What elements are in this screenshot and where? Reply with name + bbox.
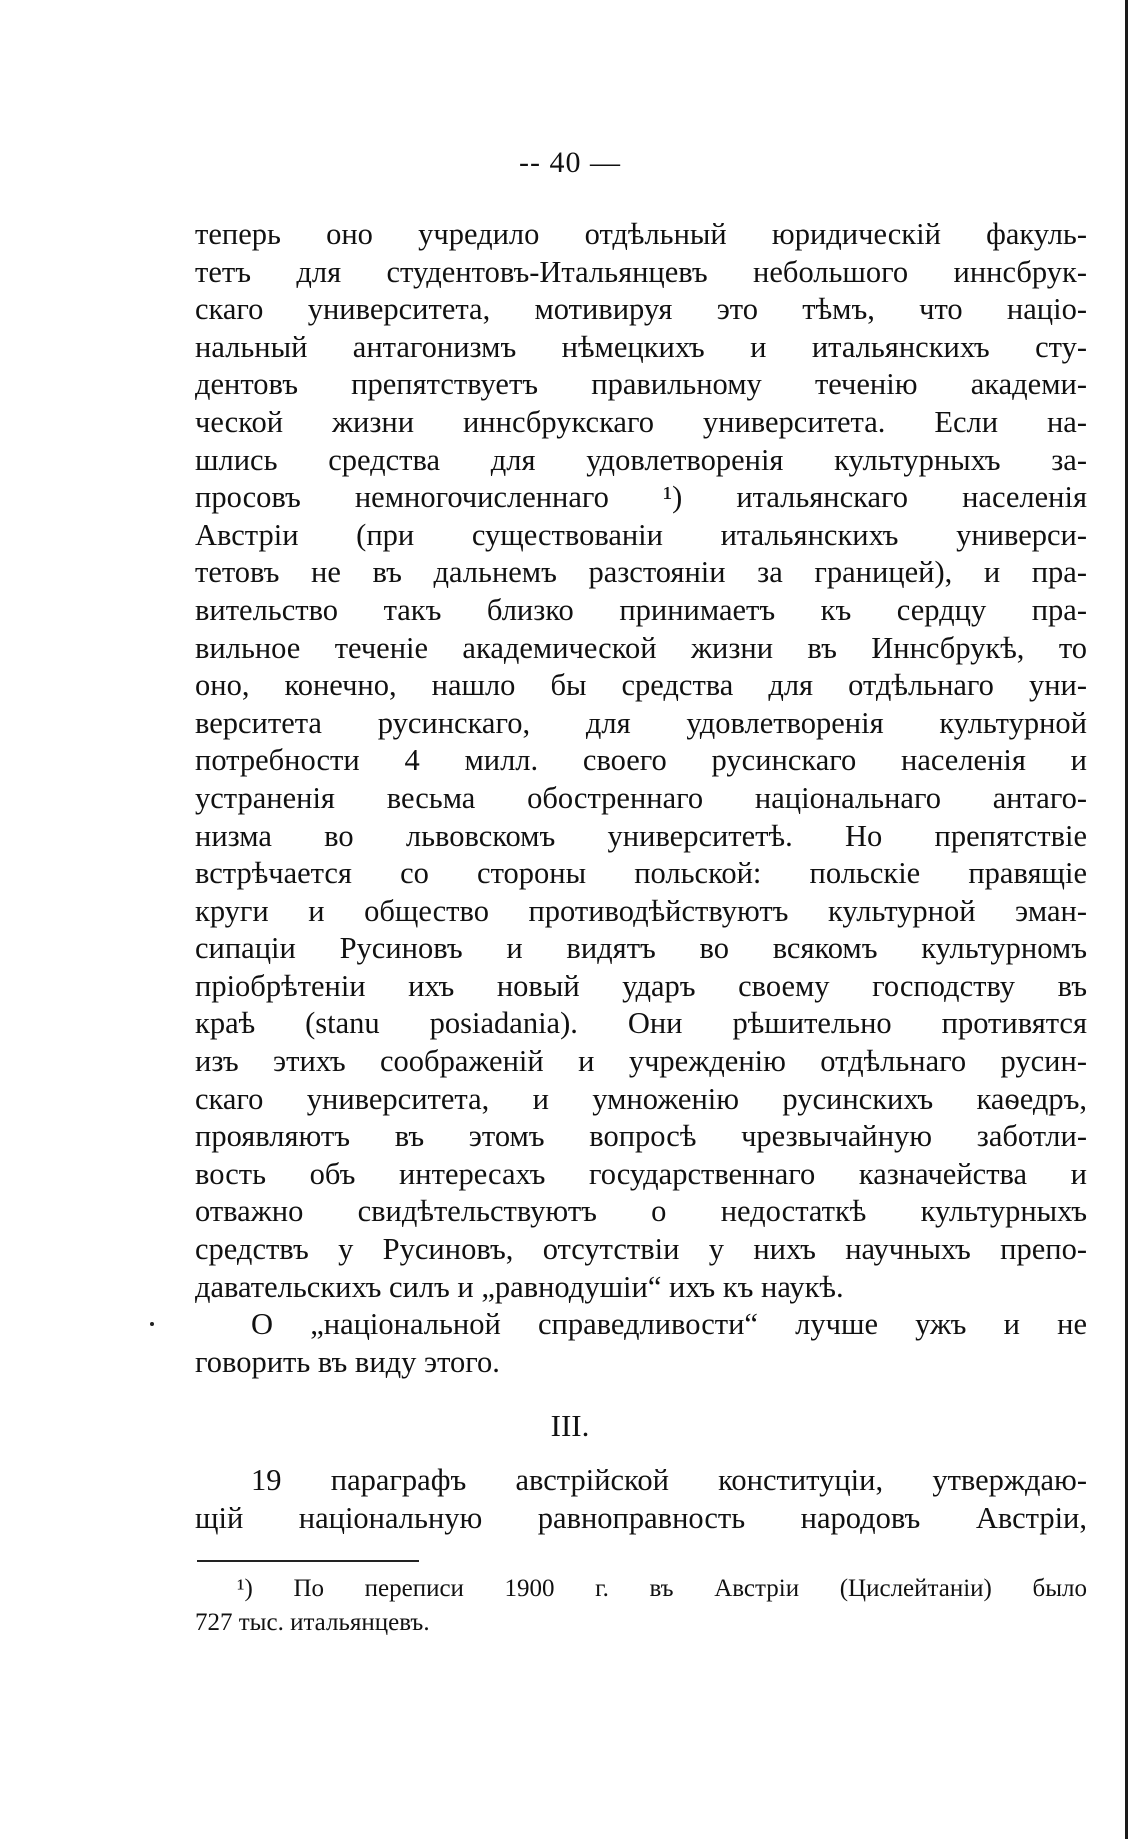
text-line: тетъ для студентовъ-Итальянцевъ небольшого иннсбрук- [195, 254, 1087, 289]
text-line: ческой жизни иннсбрукскаго университета. Если на- [195, 404, 1087, 439]
text-line: скаго университета, мотивируя это тѣмъ, что націо- [195, 292, 1087, 327]
text-line: проявляютъ въ этомъ вопросѣ чрезвычайную заботли- [195, 1119, 1087, 1154]
text-line: верситета русинскаго, для удовлетворенія культурной [195, 705, 1087, 740]
text-line: давательскихъ силъ и „равнодушіи“ ихъ къ наукѣ. [195, 1269, 844, 1304]
text-line: О „національной справедливости“ лучше ужъ и не [251, 1307, 1087, 1342]
text-line: изъ этихъ соображеній и учрежденію отдѣльнаго русин- [195, 1044, 1087, 1079]
text-line: оно, конечно, нашло бы средства для отдѣльнаго уни- [195, 668, 1087, 703]
page-edge-line [1125, 0, 1128, 1839]
text-line: просовъ немногочисленнаго ¹) итальянскаго населенія [195, 480, 1087, 515]
text-line: сипаціи Русиновъ и видятъ во всякомъ культурномъ [195, 931, 1087, 966]
text-line: пріобрѣтеніи ихъ новый ударъ своему господству въ [195, 968, 1087, 1003]
footnote-divider [197, 1560, 419, 1562]
text-line: вительство такъ близко принимаетъ къ сердцу пра- [195, 592, 1087, 627]
footnote [195, 1572, 1087, 1640]
text-line: скаго университета, и умноженію русинскихъ каѳедръ, [195, 1081, 1087, 1116]
text-line: низма во львовскомъ университетѣ. Но препятствіе [195, 818, 1087, 853]
text-line: тетовъ не въ дальнемъ разстояніи за границей), и пра- [195, 555, 1087, 590]
text-line: потребности 4 милл. своего русинскаго населенія и [195, 743, 1087, 778]
text-line: круги и общество противодѣйствуютъ культурной эман- [195, 893, 1087, 928]
text-line: отважно свидѣтельствуютъ о недостаткѣ культурныхъ [195, 1194, 1087, 1229]
footnote-line: ¹) По переписи 1900 г. въ Австріи (Цислейтаніи) было [237, 1575, 1087, 1602]
margin-mark [150, 1322, 154, 1326]
text-line: 19 параграфъ австрійской конституціи, утверждаю- [251, 1463, 1087, 1497]
text-line: вильное теченіе академической жизни въ Иннсбрукѣ, то [195, 630, 1087, 665]
section-text [195, 1462, 1087, 1537]
page-number: -- 40 — [519, 146, 621, 179]
text-line: Австріи (при существованіи итальянскихъ универси- [195, 517, 1087, 552]
section-heading: III. [550, 1408, 590, 1443]
text-line: нальный антагонизмъ нѣмецкихъ и итальянскихъ сту- [195, 329, 1087, 364]
text-line: дентовъ препятствуетъ правильному теченію академи- [195, 367, 1087, 402]
text-line: теперь оно учредило отдѣльный юридическій факуль- [195, 217, 1087, 251]
text-line: шлись средства для удовлетворенія культурныхъ за- [195, 442, 1087, 477]
text-line: краѣ (stanu posiadania). Они рѣшительно противятся [195, 1006, 1087, 1041]
text-line: говорить въ виду этого. [195, 1344, 500, 1379]
text-line: вость объ интересахъ государственнаго казначейства и [195, 1156, 1087, 1191]
body-text [195, 216, 1087, 1381]
text-line: встрѣчается со стороны польской: польскіе правящіе [195, 856, 1087, 891]
text-line: устраненія весьма обостреннаго національнаго антаго- [195, 780, 1087, 815]
footnote-line: 727 тыс. итальянцевъ. [195, 1609, 430, 1636]
text-line: средствъ у Русиновъ, отсутствіи у нихъ научныхъ препо- [195, 1232, 1087, 1267]
text-line: щій національную равноправность народовъ Австріи, [195, 1500, 1087, 1535]
